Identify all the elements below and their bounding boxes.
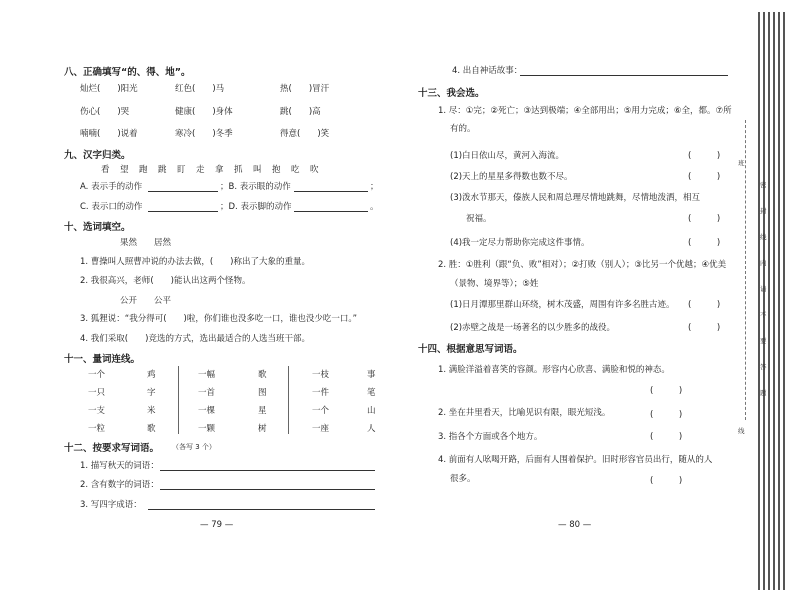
fill-item: 寒冷( )冬季	[175, 129, 233, 139]
answer-paren[interactable]: ( )	[650, 386, 683, 396]
question: 3. 写四字成语：	[80, 500, 142, 510]
answer-line[interactable]	[148, 191, 218, 192]
answer-paren[interactable]: ( )	[688, 172, 721, 182]
word-pair: 果然 居然	[120, 238, 172, 248]
punct: 。	[370, 202, 379, 212]
question: 3. 狐狸说：“我分得可( )啦，你们谁也没多吃一口，谁也没少吃一口。”	[80, 314, 358, 324]
page-number: — 80 —	[558, 520, 592, 530]
fill-item: 热( )冒汗	[280, 84, 330, 94]
seal-char: 要	[760, 337, 767, 345]
fill-item: 灿烂( )阳光	[80, 84, 138, 94]
measure-word[interactable]: 一只	[88, 388, 106, 398]
answer-line[interactable]	[294, 191, 368, 192]
answer-paren[interactable]: ( )	[688, 300, 721, 310]
margin-stripe	[763, 12, 765, 590]
sentence: (1)白日依山尽，黄河入海流。	[450, 151, 565, 161]
question-cont: 很多。	[450, 474, 476, 484]
question: 2. 我很高兴，老师( )能认出这两个怪物。	[80, 276, 251, 286]
measure-word[interactable]: 一支	[88, 406, 106, 416]
seal-char: 请	[760, 285, 767, 293]
noun[interactable]: 星	[258, 406, 267, 416]
sentence: (4)我一定尽力帮助你完成这件事情。	[450, 238, 590, 248]
measure-word[interactable]: 一棵	[198, 406, 216, 416]
measure-word[interactable]: 一枝	[312, 370, 330, 380]
question: 3. 指各个方面或各个地方。	[438, 432, 543, 442]
noun[interactable]: 米	[147, 406, 156, 416]
seal-char: 封	[760, 207, 767, 215]
sentence: (2)赤壁之战是一场著名的以少胜多的战役。	[450, 323, 616, 333]
answer-paren[interactable]: ( )	[688, 151, 721, 161]
question: 1. 曹操叫人照曹冲说的办法去做，( )称出了大象的重量。	[80, 257, 310, 267]
answer-paren[interactable]: ( )	[650, 410, 683, 420]
definition: （景物、境界等）；⑤姓	[450, 279, 539, 289]
margin-stripe	[758, 12, 760, 590]
measure-word[interactable]: 一件	[312, 388, 330, 398]
column-divider	[178, 366, 179, 434]
answer-paren[interactable]: ( )	[650, 476, 683, 486]
noun[interactable]: 图	[258, 388, 267, 398]
fill-item: 跳( )高	[280, 107, 321, 117]
seal-char: 不	[760, 311, 767, 319]
fill-item: 健康( )身体	[175, 107, 233, 117]
noun[interactable]: 山	[367, 406, 376, 416]
answer-line[interactable]	[148, 509, 375, 510]
sentence: (3)泼水节那天，傣族人民和周总理尽情地跳舞，尽情地泼洒，相互	[450, 193, 701, 203]
margin-stripe	[783, 12, 785, 590]
measure-word[interactable]: 一粒	[88, 424, 106, 434]
seal-char: 线	[760, 233, 767, 241]
seal-char: 密	[760, 181, 767, 189]
sentence: (2)天上的星星多得数也数不尽。	[450, 172, 573, 182]
seal-char: 题	[760, 389, 767, 397]
seal-char: 内	[760, 259, 767, 267]
noun[interactable]: 人	[367, 424, 376, 434]
noun[interactable]: 树	[258, 424, 267, 434]
answer-paren[interactable]: ( )	[688, 323, 721, 333]
margin-stripe	[773, 12, 775, 590]
definition: 有的。	[450, 124, 476, 134]
measure-word[interactable]: 一幅	[198, 370, 216, 380]
question: 4. 前面有人吆喝开路，后面有人围着保护。旧时形容官员出行，随从的人	[438, 455, 713, 465]
char-list: 看 望 跑 跳 盯 走 拿 抓 叫 抱 吃 吹	[101, 165, 320, 175]
seal-char: 答	[760, 363, 767, 371]
section-14-title: 十四、根据意思写词语。	[418, 344, 523, 355]
definition: 2. 胜：①胜利（跟“负、败”相对）；②打败（别人）；③比另一个优越；④优美	[438, 260, 727, 270]
sentence: (1)日月潭那里群山环绕，树木茂盛，周围有许多名胜古迹。	[450, 300, 675, 310]
measure-word[interactable]: 一个	[88, 370, 106, 380]
margin-stripe	[778, 12, 780, 590]
column-divider	[288, 366, 289, 434]
answer-paren[interactable]: ( )	[688, 214, 721, 224]
definition: 1. 尽：①完；②死亡；③达到极端；④全部用出；⑤用力完成；⑥全，都。⑦所	[438, 106, 732, 116]
question: 2. 含有数字的词语：	[80, 480, 159, 490]
answer-line[interactable]	[148, 211, 218, 212]
classify-a: A. 表示手的动作	[80, 182, 143, 192]
answer-line[interactable]	[294, 211, 368, 212]
noun[interactable]: 字	[147, 388, 156, 398]
question: 4. 出自神话故事：	[452, 66, 523, 76]
punct: ；	[370, 182, 379, 192]
page-number: — 79 —	[200, 520, 234, 530]
margin-stripe	[768, 12, 770, 590]
section-12-title: 十二、按要求写词语。	[64, 443, 160, 454]
classify-b: ；B. 表示眼的动作	[220, 182, 291, 192]
fill-item: 红色( )马	[175, 84, 225, 94]
noun[interactable]: 鸡	[147, 370, 156, 380]
noun[interactable]: 事	[367, 370, 376, 380]
noun[interactable]: 歌	[258, 370, 267, 380]
answer-line[interactable]	[160, 489, 375, 490]
class-mark: 班	[738, 159, 745, 167]
fill-item: 喃喃( )说着	[80, 129, 138, 139]
section-9-title: 九、汉字归类。	[64, 150, 131, 161]
line-mark: 线	[738, 427, 745, 435]
section-10-title: 十、选词填空。	[64, 222, 131, 233]
answer-line[interactable]	[160, 470, 375, 471]
section-8-title: 八、正确填写“的、得、地”。	[64, 67, 191, 78]
measure-word[interactable]: 一颗	[198, 424, 216, 434]
question: 2. 坐在井里看天，比喻见识有限，眼光短浅。	[438, 408, 611, 418]
measure-word[interactable]: 一首	[198, 388, 216, 398]
sentence-cont: 祝福。	[466, 214, 492, 224]
fill-item: 得意( )笑	[280, 129, 330, 139]
answer-paren[interactable]: ( )	[650, 432, 683, 442]
noun[interactable]: 笔	[367, 388, 376, 398]
question: 1. 描写秋天的词语：	[80, 461, 159, 471]
seal-line	[745, 120, 746, 420]
fill-item: 伤心( )哭	[80, 107, 130, 117]
answer-paren[interactable]: ( )	[688, 238, 721, 248]
classify-c: C. 表示口的动作	[80, 202, 143, 212]
question: 1. 满脸洋溢着喜笑的容颜。形容内心欣喜、满脸和悦的神态。	[438, 365, 670, 375]
question: 4. 我们采取( )竞选的方式，选出最适合的人选当班干部。	[80, 334, 310, 344]
section-12-note: （各写 3 个）	[172, 443, 216, 451]
answer-line[interactable]	[520, 75, 728, 76]
section-11-title: 十一、量词连线。	[64, 354, 141, 365]
classify-d: ；D. 表示脚的动作	[220, 202, 292, 212]
word-pair: 公开 公平	[120, 296, 172, 306]
noun[interactable]: 歌	[147, 424, 156, 434]
section-13-title: 十三、我会选。	[418, 88, 485, 99]
measure-word[interactable]: 一个	[312, 406, 330, 416]
measure-word[interactable]: 一座	[312, 424, 330, 434]
